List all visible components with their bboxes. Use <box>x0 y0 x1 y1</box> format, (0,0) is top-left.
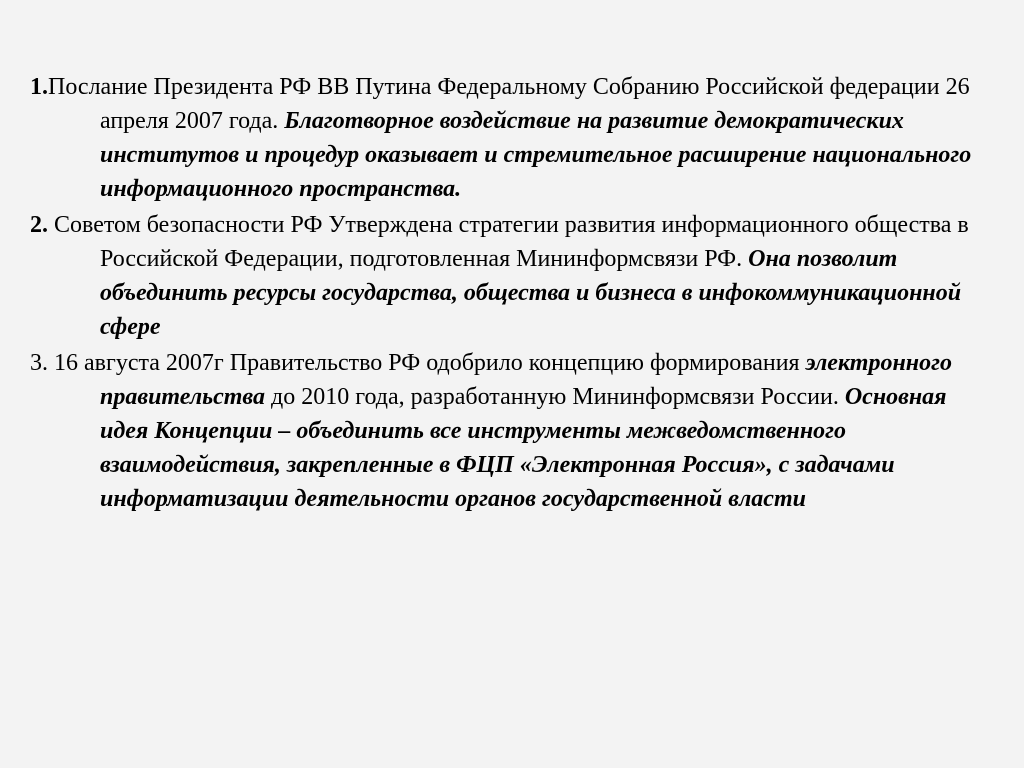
list-item-3 <box>30 346 998 516</box>
list-item-2 <box>30 208 998 344</box>
item-number: 3. <box>30 350 48 376</box>
item-emphasis: Благотворное воздействие на развитие демократических институтов и процедур оказывает и стремительное расширение национального информационного пространства. <box>100 108 972 202</box>
slide-body <box>30 70 998 518</box>
item-emphasis: Она позволит объединить ресурсы государства, общества и бизнеса в инфокоммуникационной сфере <box>100 246 962 340</box>
item-number: 1. <box>30 74 48 100</box>
item-emphasis: электронного правительства <box>100 350 952 410</box>
item-emphasis: Основная идея Концепции – объединить все инструменты межведомственного взаимодействия, закрепленные в ФЦП «Электронная Россия», с задачами информатизации деятельности органов государственной власти <box>100 384 947 512</box>
item-text: 16 августа 2007г Правительство РФ одобрило концепцию формирования <box>48 350 806 376</box>
list-item-1 <box>30 70 998 206</box>
item-text: Советом безопасности РФ Утверждена стратегии развития информационного общества в Российской Федерации, подготовленная Мининформсвязи РФ. <box>48 212 969 272</box>
item-number: 2. <box>30 212 48 238</box>
item-text: Послание Президента РФ ВВ Путина Федеральному Собранию Российской федерации 26 апреля 2007 года. <box>48 74 970 134</box>
item-text: до 2010 года, разработанную Мининформсвязи России. <box>265 384 845 410</box>
